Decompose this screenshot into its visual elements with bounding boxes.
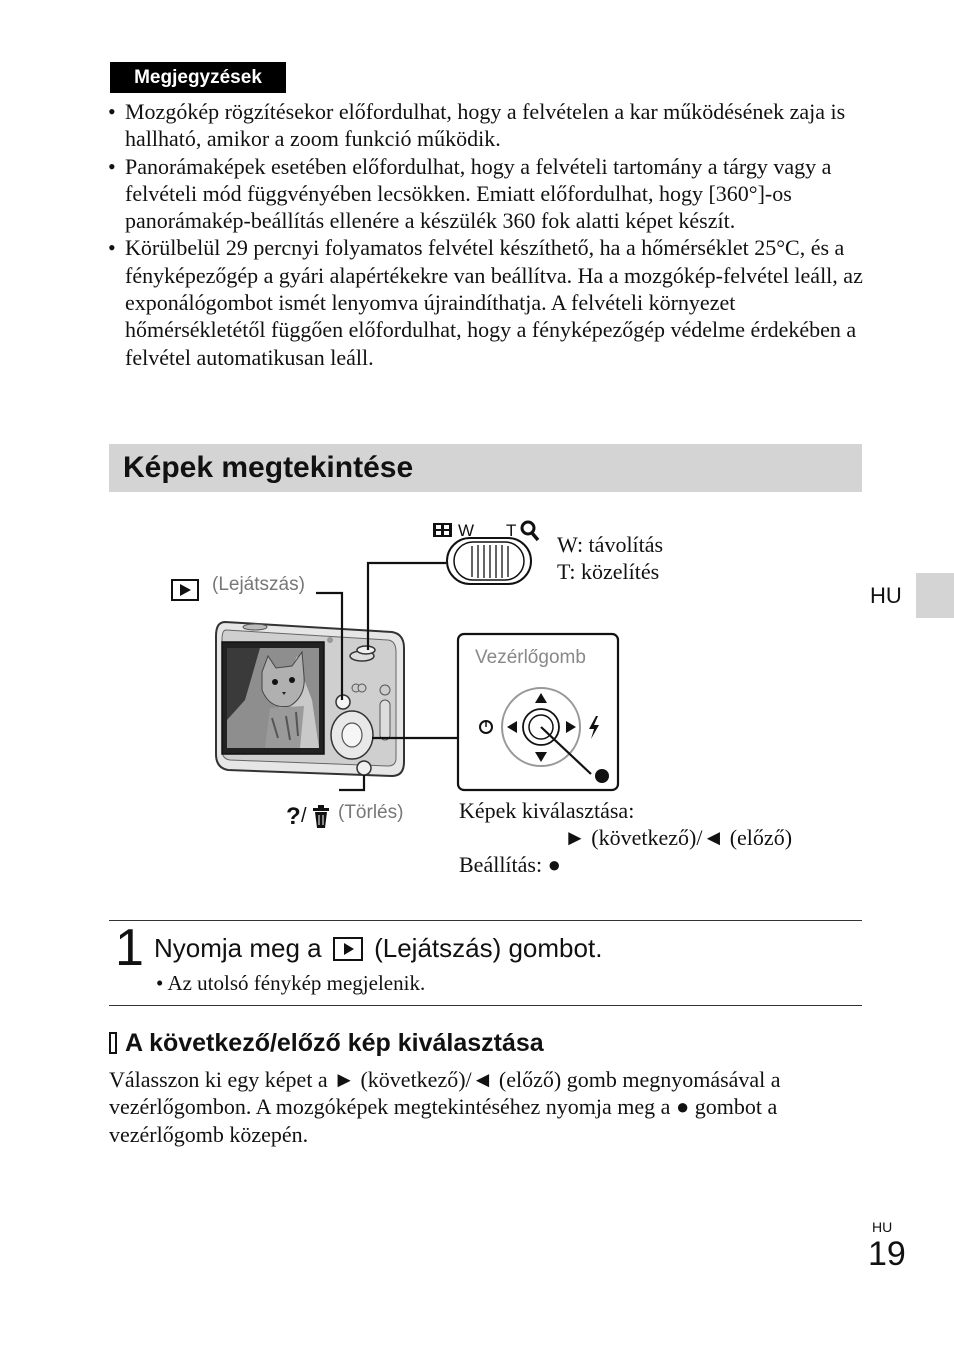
zoom-w-letter: W	[458, 521, 475, 540]
step-instruction	[154, 930, 602, 966]
side-language-label: HU	[870, 583, 902, 608]
zoom-t-label: T: közelítés	[557, 559, 660, 584]
page-language: HU	[872, 1219, 893, 1235]
note-item: • Körülbelül 29 percnyi folyamatos felvétel készíthető, ha a hőmérséklet 25°C, és a fényképezőgép a gyári alapértékekre van beállítva. Ha a mozgókép-felvétel leáll, az exponálógombot ismét lenyomva újraindíthatja. A felvételi környezet hőmérsékletétől függően előfordulhat, hogy a fényképezőgép védelme érdekében a felvétel automatikusan leáll.	[108, 234, 868, 370]
control-button-panel	[458, 634, 618, 790]
note-item: • Panorámaképek esetében előfordulhat, hogy a felvételi tartomány a tárgy vagy a felvételi mód függvényében lecsökken. Emiatt előfordulhat, hogy [360°]-os panorámakép-beállítás ellenére a készülék 360 fok alatti képet készít.	[108, 153, 868, 235]
control-label: Vezérlőgomb	[475, 647, 586, 668]
page-number: 19	[868, 1235, 906, 1273]
setting-label: Beállítás: ●	[459, 852, 561, 877]
section-title: Képek megtekintése	[123, 451, 414, 484]
zoom-lever	[433, 521, 538, 584]
play-button-icon	[172, 580, 198, 600]
wide-grid-icon	[433, 523, 452, 537]
divider	[109, 1005, 862, 1006]
zoom-w-label: W: távolítás	[557, 532, 664, 557]
heading-marker-icon	[109, 1032, 117, 1054]
subsection-body: Válasszon ki egy képet a ► (következő)/◄ (előző) gomb megnyomásával a vezérlőgombon. A mozgóképek megtekintéséhez nyomja meg a ● gombot a vezérlőgomb közepén.	[109, 1067, 781, 1147]
delete-label: (Törlés)	[338, 802, 404, 823]
step-text-before: Nyomja meg a	[154, 933, 322, 963]
cat-photo	[227, 648, 319, 748]
select-label: Képek kiválasztása:	[459, 798, 635, 823]
step-text-after: (Lejátszás) gombot.	[374, 933, 603, 963]
camera-illustration	[216, 622, 404, 776]
play-icon	[333, 937, 363, 961]
divider	[109, 920, 862, 921]
note-item: • Mozgókép rögzítésekor előfordulhat, hogy a felvételen a kar működésének zaja is hallható, amikor a zoom funkció működik.	[108, 98, 868, 153]
side-tab	[916, 573, 954, 618]
subsection-heading	[109, 1026, 544, 1060]
zoom-t-letter: T	[506, 521, 517, 540]
step-note: • Az utolsó fénykép megjelenik.	[156, 971, 426, 995]
help-trash-icon	[286, 803, 329, 830]
magnifier-icon	[522, 522, 538, 540]
play-label: (Lejátszás)	[212, 574, 305, 595]
notes-badge: Megjegyzések	[110, 62, 286, 93]
step-number: 1	[115, 919, 144, 977]
svg-text:?: ?	[286, 803, 301, 830]
select-detail: ► (következő)/◄ (előző)	[564, 825, 793, 850]
subsection-title: A következő/előző kép kiválasztása	[125, 1029, 544, 1057]
svg-text:/: /	[301, 805, 307, 827]
